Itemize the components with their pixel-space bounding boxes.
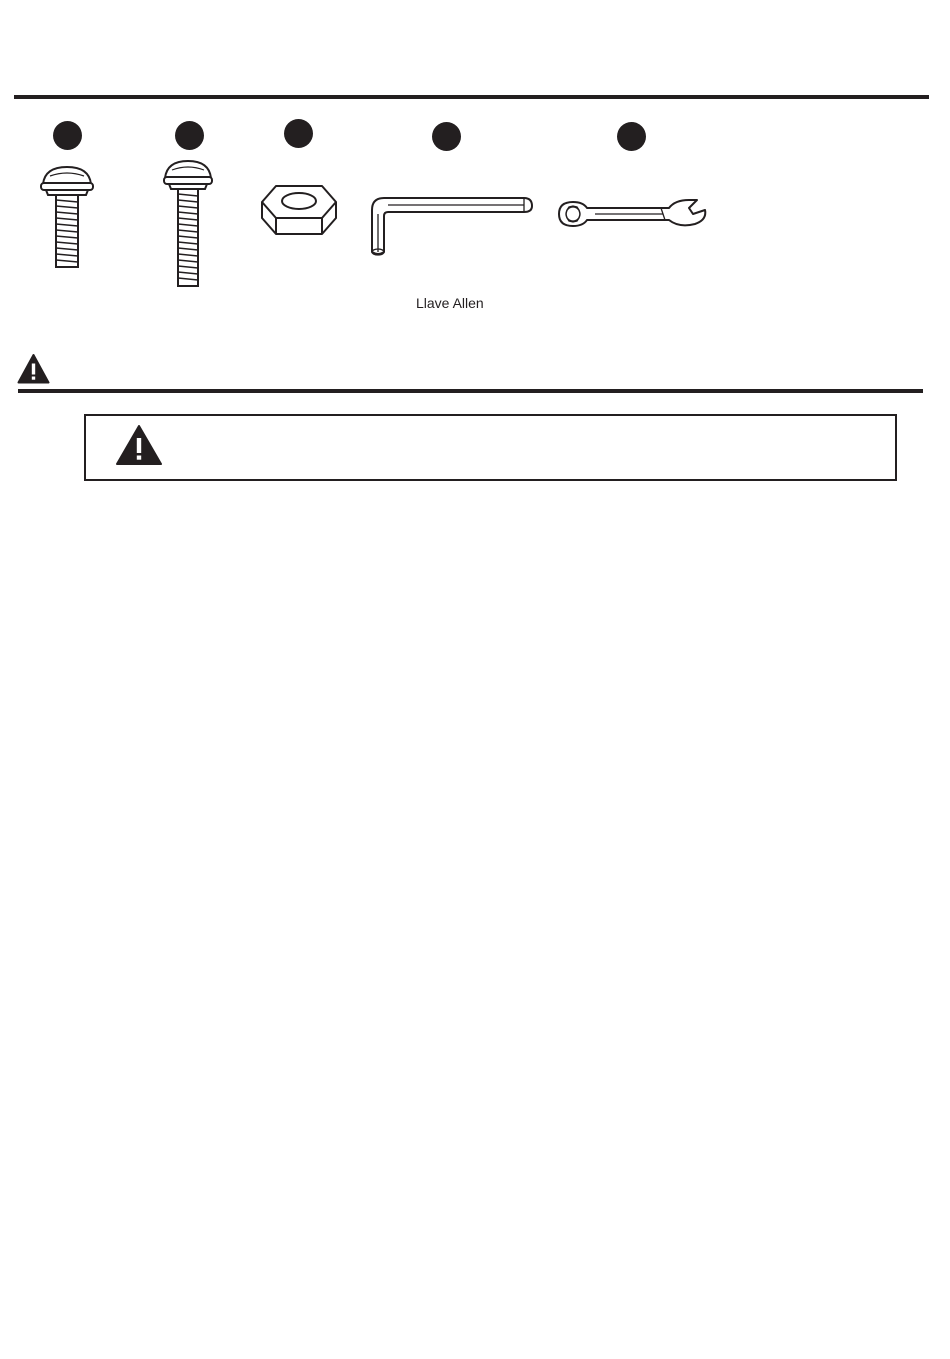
part-marker-1: [53, 121, 82, 150]
part-marker-2: [175, 121, 204, 150]
part-marker-3: [284, 119, 313, 148]
warning-divider: [18, 389, 923, 393]
warning-triangle-icon: [115, 424, 163, 466]
allen-key-caption: Llave Allen: [416, 295, 484, 311]
wrench-icon: [555, 196, 709, 232]
warning-triangle-icon: [17, 353, 50, 384]
bolt-icon: [160, 158, 216, 290]
allen-key-icon: [366, 192, 538, 258]
hex-nut-icon: [258, 180, 340, 240]
part-marker-5: [617, 122, 646, 151]
caution-box: [84, 414, 897, 481]
top-divider: [14, 95, 929, 99]
bolt-icon: [36, 164, 98, 272]
part-marker-4: [432, 122, 461, 151]
